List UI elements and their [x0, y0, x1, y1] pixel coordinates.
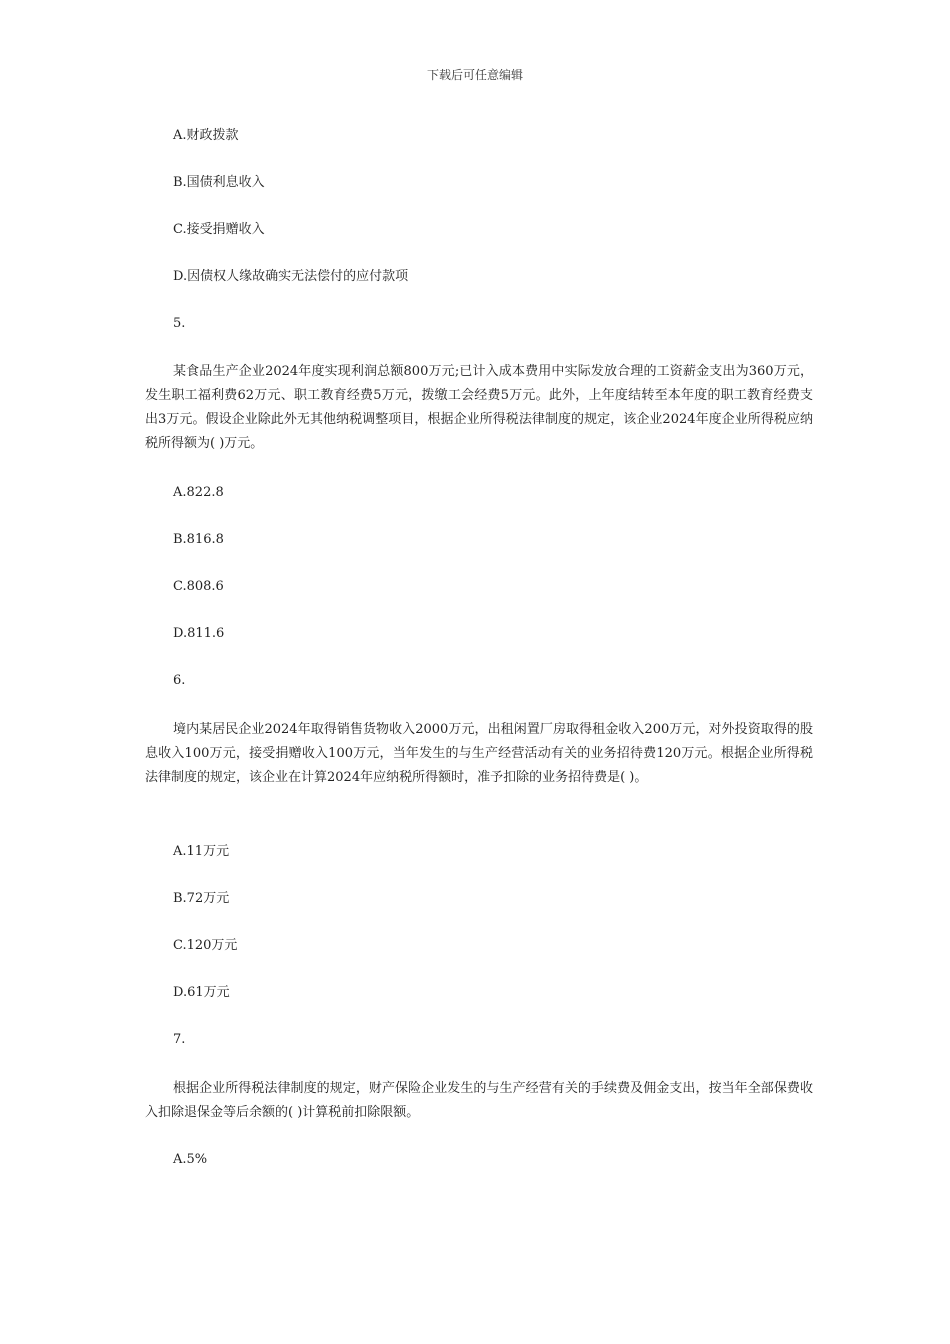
- q6-stem: 境内某居民企业2024年取得销售货物收入2000万元，出租闲置厂房取得租金收入200万元，对外投资取得的股息收入100万元，接受捐赠收入100万元，当年发生的与生产经营活动有关的业务招待费120万元。根据企业所得税法律制度的规定，该企业在计算2024年应纳税所得额时，准予扣除的业务招待费是( )。: [145, 722, 813, 785]
- q5-option-c: C.808.6: [173, 579, 224, 594]
- page-header: 下载后可任意编辑: [426, 68, 523, 82]
- q6-number: 6.: [173, 673, 186, 688]
- q4-option-c: C.接受捐赠收入: [173, 222, 265, 237]
- q5-option-a: A.822.8: [173, 485, 224, 500]
- q5-option-b: B.816.8: [173, 532, 224, 547]
- q5-stem: 某食品生产企业2024年度实现利润总额800万元;已计入成本费用中实际发放合理的工资薪金支出为360万元，发生职工福利费62万元、职工教育经费5万元，拨缴工会经费5万元。此外，上年度结转至本年度的职工教育经费支出3万元。假设企业除此外无其他纳税调整项目，根据企业所得税法律制度的规定，该企业2024年度企业所得税应纳税所得额为( )万元。: [145, 364, 813, 451]
- q6-option-a: A.11万元: [173, 844, 230, 859]
- q5-option-d: D.811.6: [173, 626, 225, 641]
- q7-stem: 根据企业所得税法律制度的规定，财产保险企业发生的与生产经营有关的手续费及佣金支出，按当年全部保费收入扣除退保金等后余额的( )计算税前扣除限额。: [145, 1081, 813, 1120]
- q4-option-a: A.财政拨款: [173, 128, 239, 143]
- q4-option-d: D.因债权人缘故确实无法偿付的应付款项: [173, 269, 409, 284]
- q6-option-c: C.120万元: [173, 938, 238, 953]
- q7-number: 7.: [173, 1032, 186, 1047]
- q4-option-b: B.国债利息收入: [173, 175, 265, 190]
- q6-option-d: D.61万元: [173, 985, 230, 1000]
- q6-option-b: B.72万元: [173, 891, 230, 906]
- q5-number: 5.: [173, 316, 186, 331]
- q7-option-a: A.5%: [173, 1152, 208, 1167]
